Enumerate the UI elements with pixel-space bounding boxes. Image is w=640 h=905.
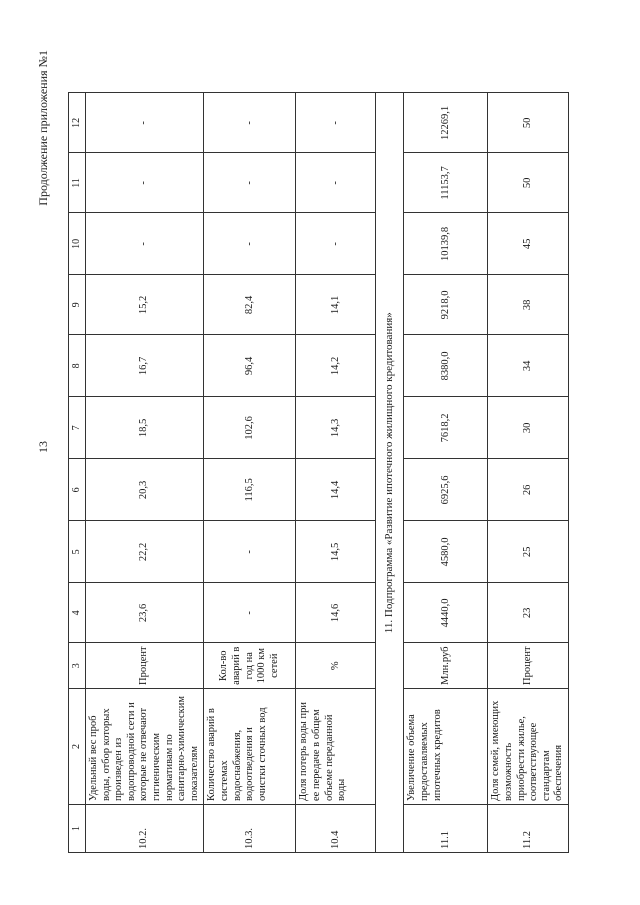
- col-num: 1: [69, 805, 86, 853]
- col-num: 4: [69, 583, 86, 643]
- table-row: [488, 93, 569, 853]
- table-row: [204, 93, 296, 853]
- cell-value: -: [204, 583, 296, 643]
- col-num: 3: [69, 643, 86, 689]
- column-number-row: [69, 93, 86, 853]
- cell-value: -: [296, 93, 376, 153]
- col-num: 11: [69, 153, 86, 213]
- cell-value: -: [86, 213, 204, 275]
- table-row: [296, 93, 376, 853]
- cell-value: 82,4: [204, 275, 296, 335]
- table-row: [404, 93, 488, 853]
- page-number: 13: [36, 441, 50, 453]
- cell-value: 4440,0: [404, 583, 488, 643]
- cell-value: 102,6: [204, 397, 296, 459]
- cell-value: 96,4: [204, 335, 296, 397]
- cell-value: 12269,1: [404, 93, 488, 153]
- cell-value: -: [204, 213, 296, 275]
- row-index: 11.1: [404, 805, 488, 853]
- cell-value: 30: [488, 397, 569, 459]
- row-unit: Млн.руб: [404, 643, 488, 689]
- cell-value: -: [204, 153, 296, 213]
- row-unit: Кол-во аварий в год на 1000 км сетей: [204, 643, 296, 689]
- cell-value: 26: [488, 459, 569, 521]
- cell-value: 50: [488, 153, 569, 213]
- subprogram-title: 11. Подпрограмма «Развитие ипотечного жилищного кредитования»: [376, 93, 404, 853]
- row-unit: Процент: [86, 643, 204, 689]
- cell-value: -: [296, 213, 376, 275]
- row-name: Доля семей, имеющих возможность приобрести жилье, соответствующее стандартам обеспечения: [488, 689, 569, 805]
- col-num: 10: [69, 213, 86, 275]
- cell-value: -: [86, 93, 204, 153]
- cell-value: 45: [488, 213, 569, 275]
- cell-value: 20,3: [86, 459, 204, 521]
- row-name: Количество аварий в системах водоснабжения, водоотведения и очистки сточных вод: [204, 689, 296, 805]
- cell-value: 25: [488, 521, 569, 583]
- row-index: 10.4: [296, 805, 376, 853]
- indicators-table: [68, 92, 569, 853]
- cell-value: -: [204, 521, 296, 583]
- cell-value: 14,3: [296, 397, 376, 459]
- col-num: 8: [69, 335, 86, 397]
- row-name: Увеличение объема предоставляемых ипотечных кредитов: [404, 689, 488, 805]
- row-index: 10.2.: [86, 805, 204, 853]
- row-unit: %: [296, 643, 376, 689]
- cell-value: 116,5: [204, 459, 296, 521]
- row-name: Доля потерь воды при ее передаче в общем объеме переданной воды: [296, 689, 376, 805]
- cell-value: 14,2: [296, 335, 376, 397]
- cell-value: 10139,8: [404, 213, 488, 275]
- row-index: 11.2: [488, 805, 569, 853]
- cell-value: 8380,0: [404, 335, 488, 397]
- cell-value: 15,2: [86, 275, 204, 335]
- cell-value: 11153,7: [404, 153, 488, 213]
- cell-value: 38: [488, 275, 569, 335]
- cell-value: 6925,6: [404, 459, 488, 521]
- cell-value: -: [204, 93, 296, 153]
- subprogram-row: [376, 93, 404, 853]
- cell-value: 7618,2: [404, 397, 488, 459]
- cell-value: 50: [488, 93, 569, 153]
- col-num: 12: [69, 93, 86, 153]
- cell-value: 9218,0: [404, 275, 488, 335]
- table-row: [86, 93, 204, 853]
- cell-value: 23,6: [86, 583, 204, 643]
- cell-value: 14,5: [296, 521, 376, 583]
- cell-value: 14,6: [296, 583, 376, 643]
- cell-value: 4580,0: [404, 521, 488, 583]
- col-num: 2: [69, 689, 86, 805]
- appendix-note: Продолжение приложения №1: [36, 50, 50, 206]
- cell-value: 22,2: [86, 521, 204, 583]
- cell-value: 14,1: [296, 275, 376, 335]
- cell-value: 14,4: [296, 459, 376, 521]
- cell-value: 16,7: [86, 335, 204, 397]
- row-unit: Процент: [488, 643, 569, 689]
- col-num: 9: [69, 275, 86, 335]
- cell-value: 18,5: [86, 397, 204, 459]
- col-num: 7: [69, 397, 86, 459]
- col-num: 5: [69, 521, 86, 583]
- row-name: Удельный вес проб воды, отбор которых произведен из водопроводной сети и которые не отвечают гигиеническим нормативам по санитарно-химическим показателям: [86, 689, 204, 805]
- cell-value: 23: [488, 583, 569, 643]
- cell-value: -: [296, 153, 376, 213]
- row-index: 10.3.: [204, 805, 296, 853]
- col-num: 6: [69, 459, 86, 521]
- cell-value: -: [86, 153, 204, 213]
- cell-value: 34: [488, 335, 569, 397]
